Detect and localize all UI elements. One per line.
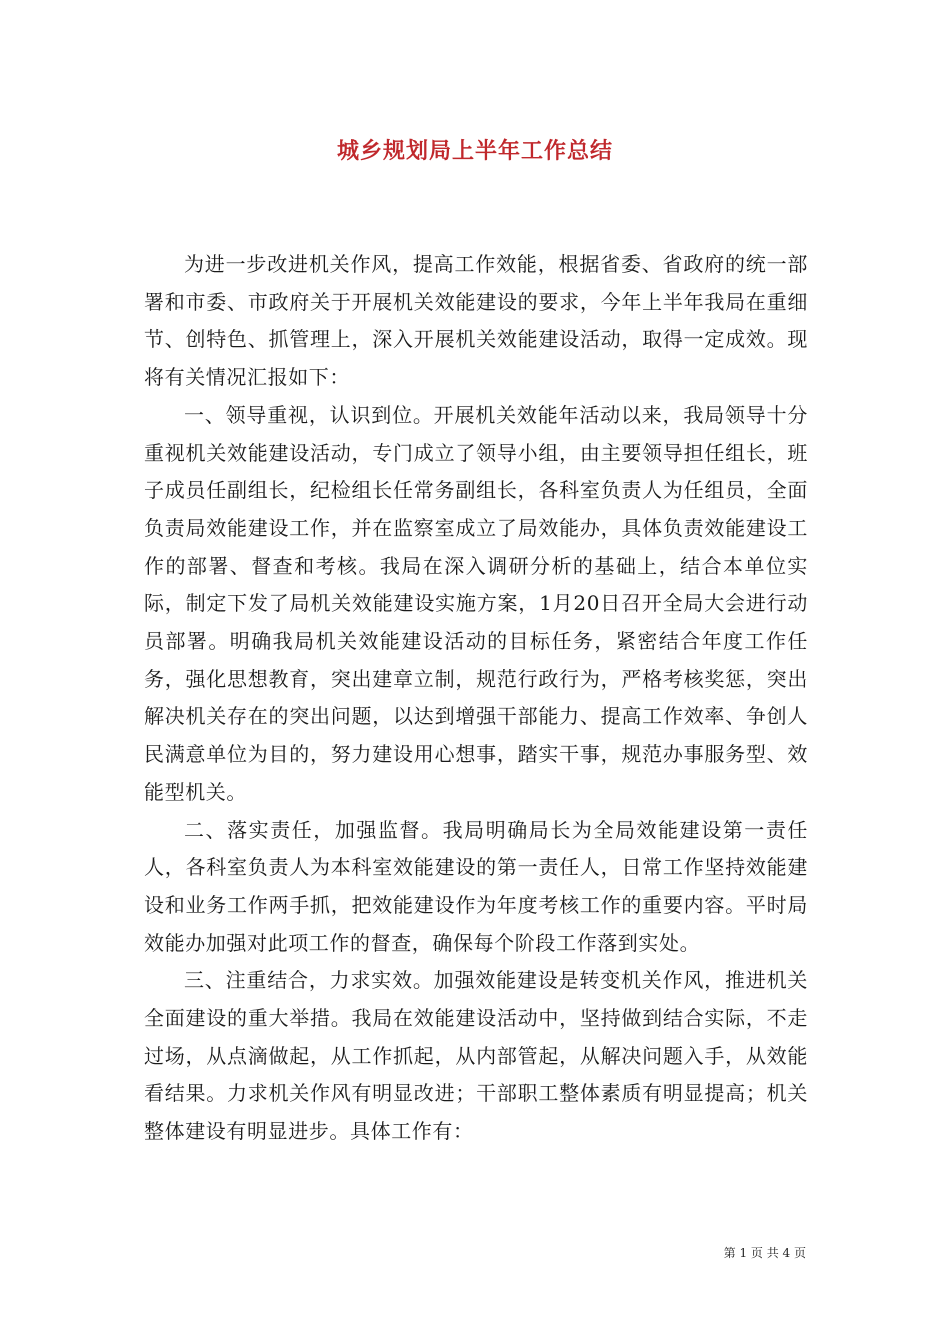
page-number-footer: 第 1 页 共 4 页: [723, 1246, 806, 1260]
paragraph-section-2: 二、落实责任，加强监督。我局明确局长为全局效能建设第一责任人，各科室负责人为本科室效能建设的第一责任人，日常工作坚持效能建设和业务工作两手抓，把效能建设作为年度考核工作的重要内容。平时局效能办加强对此项工作的督查，确保每个阶段工作落到实处。: [144, 817, 808, 955]
paragraph-intro: 为进一步改进机关作风，提高工作效能，根据省委、省政府的统一部署和市委、市政府关于开展机关效能建设的要求，今年上半年我局在重细节、创特色、抓管理上，深入开展机关效能建设活动，取得一定成效。现将有关情况汇报如下：: [144, 252, 808, 390]
document-body: [144, 246, 808, 1151]
document-title: 城乡规划局上半年工作总结: [336, 139, 613, 164]
paragraph-section-3: 三、注重结合，力求实效。加强效能建设是转变机关作风，推进机关全面建设的重大举措。我局在效能建设活动中，坚持做到结合实际，不走过场，从点滴做起，从工作抓起，从内部管起，从解决问题入手，从效能看结果。力求机关作风有明显改进；干部职工整体素质有明显提高；机关整体建设有明显进步。具体工作有：: [144, 968, 808, 1144]
paragraph-section-1: 一、领导重视，认识到位。开展机关效能年活动以来，我局领导十分重视机关效能建设活动，专门成立了领导小组，由主要领导担任组长，班子成员任副组长，纪检组长任常务副组长，各科室负责人为任组员，全面负责局效能建设工作，并在监察室成立了局效能办，具体负责效能建设工作的部署、督查和考核。我局在深入调研分析的基础上，结合本单位实际，制定下发了局机关效能建设实施方案，1月20日召开全局大会进行动员部署。明确我局机关效能建设活动的目标任务，紧密结合年度工作任务，强化思想教育，突出建章立制，规范行政行为，严格考核奖惩，突出解决机关存在的突出问题，以达到增强干部能力、提高工作效率、争创人民满意单位为目的，努力建设用心想事，踏实干事，规范办事服务型、效能型机关。: [144, 402, 808, 804]
